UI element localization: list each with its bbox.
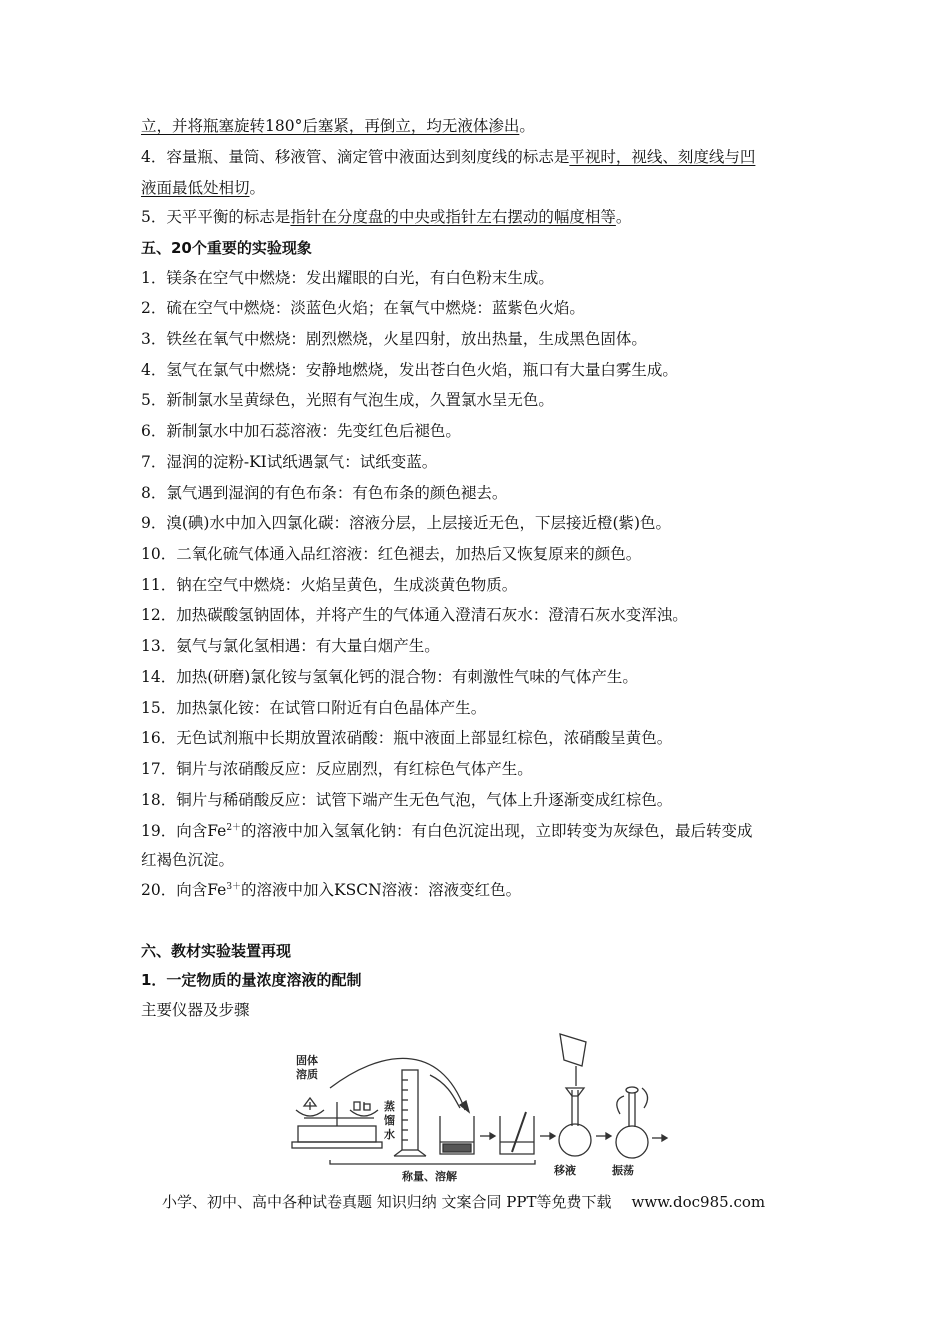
beaker-icon	[440, 1116, 474, 1154]
figure-caption: 主要仪器及步骤	[141, 1001, 250, 1019]
solution-preparation-figure	[290, 1030, 670, 1194]
transfer-arrow	[330, 1058, 465, 1110]
subsection-heading: 1．一定物质的量浓度溶液的配制	[141, 971, 362, 989]
list-item: 5．新制氯水呈黄绿色，光照有气泡生成，久置氯水呈无色。	[141, 391, 554, 409]
section-heading: 五、20个重要的实验现象	[141, 239, 312, 257]
underlined-answer: 指针在分度盘的中央或指针左右摆动的幅度相等	[290, 208, 616, 226]
list-item: 2．硫在空气中燃烧：淡蓝色火焰；在氧气中燃烧：蓝紫色火焰。	[141, 299, 585, 317]
text-line: 立，并将瓶塞旋转180°后塞紧，再倒立，均无液体渗出。	[141, 117, 535, 135]
list-item: 15．加热氯化铵：在试管口附近有白色晶体产生。	[141, 699, 487, 717]
shaking-flask-icon	[616, 1087, 648, 1158]
label-transfer: 移液	[554, 1164, 576, 1177]
balance-icon	[292, 1098, 382, 1148]
label-water-2: 馏	[384, 1114, 395, 1127]
underlined-answer: 液面最低处相切	[141, 179, 250, 197]
list-item-continued: 红褐色沉淀。	[141, 851, 235, 869]
footer-url[interactable]: www.doc985.com	[631, 1193, 766, 1211]
page-footer	[162, 1192, 765, 1212]
beaker-with-rod-icon	[500, 1112, 534, 1154]
section-heading: 六、教材实验装置再现	[141, 942, 292, 960]
underlined-answer: 立，并将瓶塞旋转180°后塞紧，再倒立，均无液体渗出	[141, 117, 520, 135]
list-item: 6．新制氯水中加石蕊溶液：先变红色后褪色。	[141, 422, 461, 440]
list-item: 17．铜片与浓硝酸反应：反应剧烈，有红棕色气体产生。	[141, 760, 533, 778]
list-item: 10．二氧化硫气体通入品红溶液：红色褪去，加热后又恢复原来的颜色。	[141, 545, 642, 563]
list-item: 8．氯气遇到湿润的有色布条：有色布条的颜色褪去。	[141, 484, 508, 502]
label-weigh-dissolve: 称量、溶解	[402, 1170, 457, 1183]
text-line: 液面最低处相切。	[141, 179, 266, 197]
list-item: 9．溴(碘)水中加入四氯化碳：溶液分层，上层接近无色，下层接近橙(紫)色。	[141, 514, 672, 532]
label-solute: 溶质	[296, 1068, 318, 1081]
label-water-3: 水	[384, 1128, 395, 1141]
text-line: 5．天平平衡的标志是指针在分度盘的中央或指针左右摆动的幅度相等。	[141, 208, 632, 226]
list-item: 19．向含$Fe^{2+}$的溶液中加入氢氧化钠：有白色沉淀出现，立即转变为灰绿色，最后转变成	[141, 822, 753, 840]
label-solid: 固体	[296, 1054, 318, 1067]
list-item: 14．加热(研磨)氯化铵与氢氧化钙的混合物：有刺激性气味的气体产生。	[141, 668, 638, 686]
text-line: 4．容量瓶、量筒、移液管、滴定管中液面达到刻度线的标志是平视时，视线、刻度线与凹	[141, 148, 756, 166]
list-item: 16．无色试剂瓶中长期放置浓硝酸：瓶中液面上部显红棕色，浓硝酸呈黄色。	[141, 729, 673, 747]
footer-text: 小学、初中、高中各种试卷真题 知识归纳 文案合同 PPT等免费下载	[162, 1193, 612, 1211]
label-shake: 振荡	[612, 1164, 634, 1177]
list-item: 12．加热碳酸氢钠固体，并将产生的气体通入澄清石灰水：澄清石灰水变浑浊。	[141, 606, 688, 624]
list-item: 7．湿润的淀粉-KI试纸遇氯气：试纸变蓝。	[141, 453, 438, 471]
list-item: 1．镁条在空气中燃烧：发出耀眼的白光，有白色粉末生成。	[141, 269, 554, 287]
step-brace	[330, 1160, 535, 1164]
underlined-answer: 平视时，视线、刻度线与凹	[569, 148, 756, 166]
list-item: 4．氢气在氯气中燃烧：安静地燃烧，发出苍白色火焰，瓶口有大量白雾生成。	[141, 361, 678, 379]
label-water-1: 蒸	[384, 1100, 395, 1113]
list-item: 11．钠在空气中燃烧：火焰呈黄色，生成淡黄色物质。	[141, 576, 518, 594]
list-item: 3．铁丝在氧气中燃烧：剧烈燃烧，火星四射，放出热量，生成黑色固体。	[141, 330, 647, 348]
list-item: 13．氨气与氯化氢相遇：有大量白烟产生。	[141, 637, 440, 655]
list-item: 20．向含$Fe^{3+}$的溶液中加入KSCN溶液：溶液变红色。	[141, 881, 522, 899]
volumetric-flask-icon	[559, 1034, 591, 1156]
list-item: 18．铜片与稀硝酸反应：试管下端产生无色气泡，气体上升逐渐变成红棕色。	[141, 791, 673, 809]
apparatus-diagram	[290, 1030, 670, 1190]
graduated-cylinder-icon	[394, 1070, 426, 1156]
